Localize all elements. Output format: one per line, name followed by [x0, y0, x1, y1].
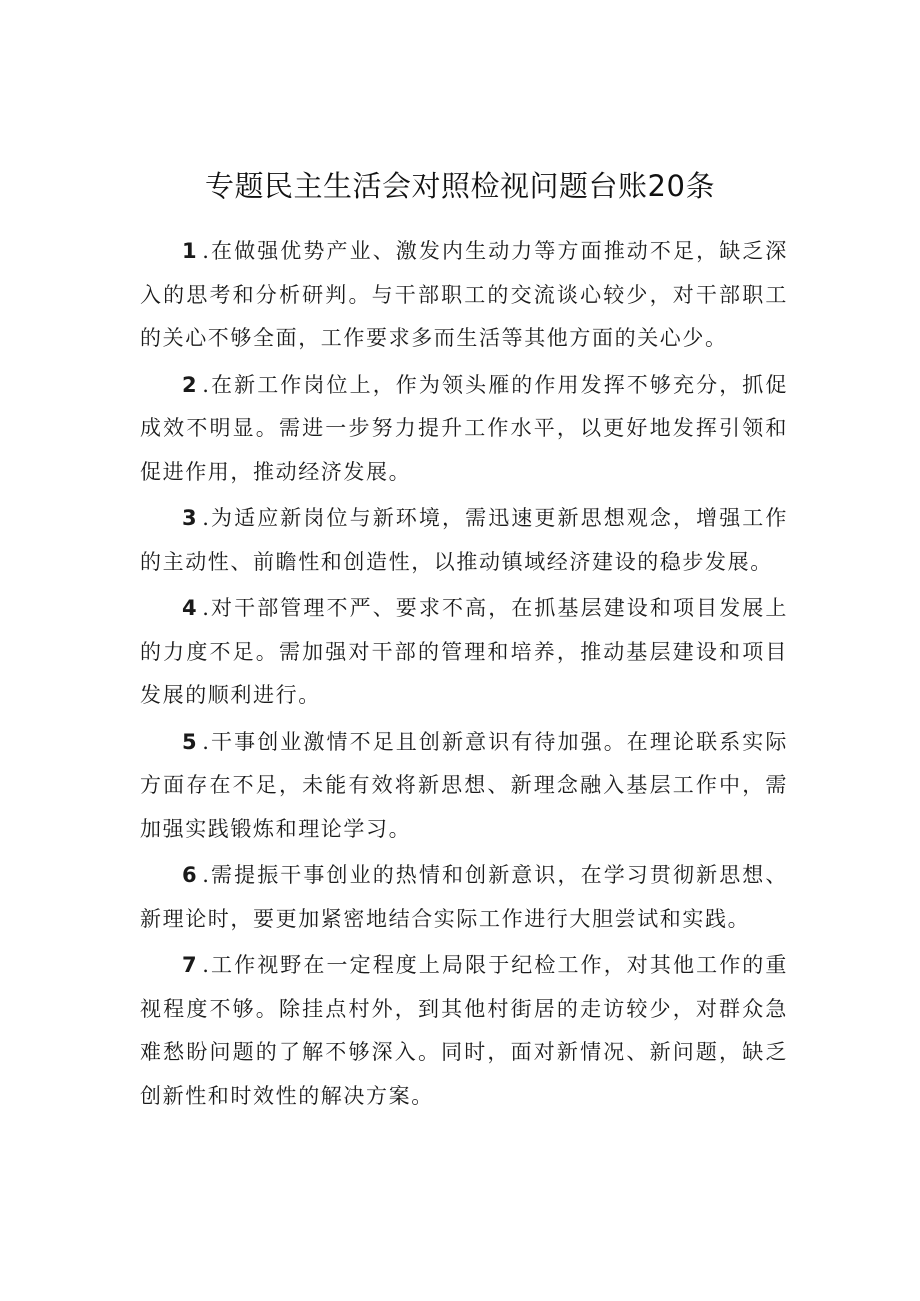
item-text: .在做强优势产业、激发内生动力等方面推动不足，缺乏深入的思考和分析研判。与干部职工的交流谈心较少，对干部职工的关心不够全面，工作要求多而生活等其他方面的关心少。	[140, 239, 788, 350]
item-number: 4	[182, 596, 199, 620]
item-text: .在新工作岗位上，作为领头雁的作用发挥不够充分，抓促成效不明显。需进一步努力提升工作水平，以更好地发挥引领和促进作用，推动经济发展。	[140, 372, 788, 484]
item-text: .工作视野在一定程度上局限于纪检工作，对其他工作的重视程度不够。除挂点村外，到其他村街居的走访较少，对群众急难愁盼问题的了解不够深入。同时，面对新情况、新问题，缺乏创新性和时效性的解决方案。	[140, 953, 788, 1108]
list-item	[140, 854, 788, 941]
list-item	[140, 587, 788, 718]
item-number: 6	[182, 863, 199, 887]
item-number: 3	[182, 506, 199, 530]
item-text: .需提振干事创业的热情和创新意识，在学习贯彻新思想、新理论时，要更加紧密地结合实际工作进行大胆尝试和实践。	[140, 863, 788, 931]
list-item	[140, 364, 788, 495]
item-text: .干事创业激情不足且创新意识有待加强。在理论联系实际方面存在不足，未能有效将新思想、新理念融入基层工作中，需加强实践锻炼和理论学习。	[140, 729, 788, 841]
list-item	[140, 944, 788, 1118]
item-number: 2	[182, 372, 199, 397]
item-number: 1	[182, 239, 199, 263]
item-number: 5	[182, 729, 199, 754]
list-item	[140, 497, 788, 584]
document-body	[140, 230, 788, 1121]
item-text: .为适应新岗位与新环境，需迅速更新思想观念，增强工作的主动性、前瞻性和创造性，以推动镇域经济建设的稳步发展。	[140, 506, 788, 574]
document-title: 专题民主生活会对照检视问题台账20条	[205, 169, 715, 203]
item-text: .对干部管理不严、要求不高，在抓基层建设和项目发展上的力度不足。需加强对干部的管理和培养，推动基层建设和项目发展的顺利进行。	[140, 596, 788, 707]
list-item	[140, 721, 788, 852]
list-item	[140, 230, 788, 361]
item-number: 7	[182, 953, 199, 977]
